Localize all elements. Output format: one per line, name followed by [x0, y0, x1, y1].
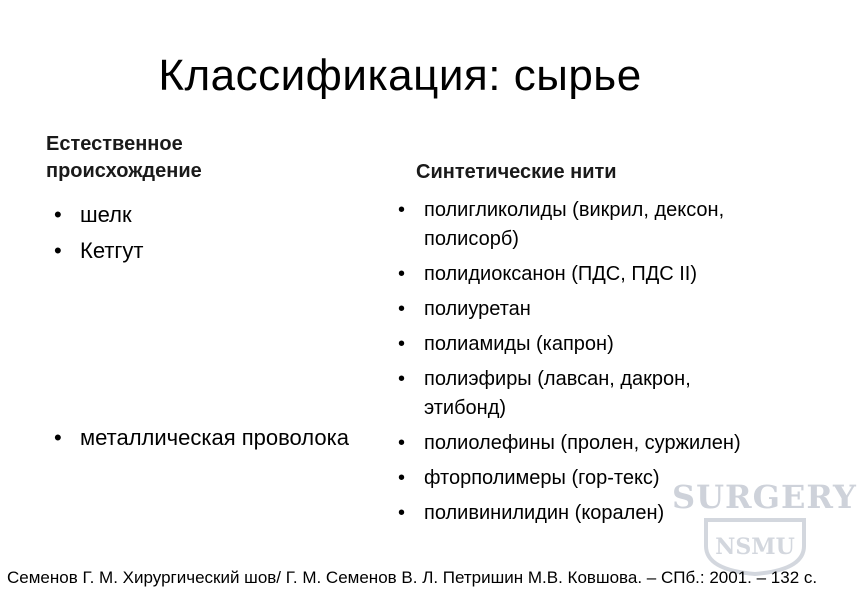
list-item: • поливинилидин (корален) — [398, 499, 768, 528]
slide-title: Классификация: сырье — [158, 51, 642, 100]
surgery-watermark: SURGERY — [672, 478, 857, 516]
emblem-text: NSMU — [715, 534, 795, 560]
list-item: • полиуретан — [398, 295, 768, 324]
list-item: • фторполимеры (гор-текс) — [398, 464, 768, 493]
footer-citation: Семенов Г. М. Хирургический шов/ Г. М. Семенов В. Л. Петришин М.В. Ковшова. – СПб.: 2001. – 132 с. — [7, 568, 818, 587]
list-item: • полигликолиды (викрил, дексон, полисорб) — [398, 196, 768, 254]
list-item: • Кетгут — [54, 236, 354, 266]
list-item: • полидиоксанон (ПДС, ПДС II) — [398, 260, 768, 289]
list-item: • полиолефины (пролен, суржилен) — [398, 429, 768, 458]
synthetic-threads-heading: Синтетические нити — [416, 161, 617, 183]
list-item: • металлическая проволока — [54, 423, 354, 453]
natural-origin-heading-line2: происхождение — [46, 160, 202, 182]
natural-materials-list — [54, 200, 354, 272]
natural-origin-heading-line1: Естественное — [46, 133, 183, 155]
list-item: • шелк — [54, 200, 354, 230]
list-item: • полиэфиры (лавсан, дакрон, этибонд) — [398, 365, 768, 423]
natural-origin-heading — [46, 131, 306, 185]
list-item: • полиамиды (капрон) — [398, 330, 768, 359]
metal-materials-list — [54, 423, 354, 453]
